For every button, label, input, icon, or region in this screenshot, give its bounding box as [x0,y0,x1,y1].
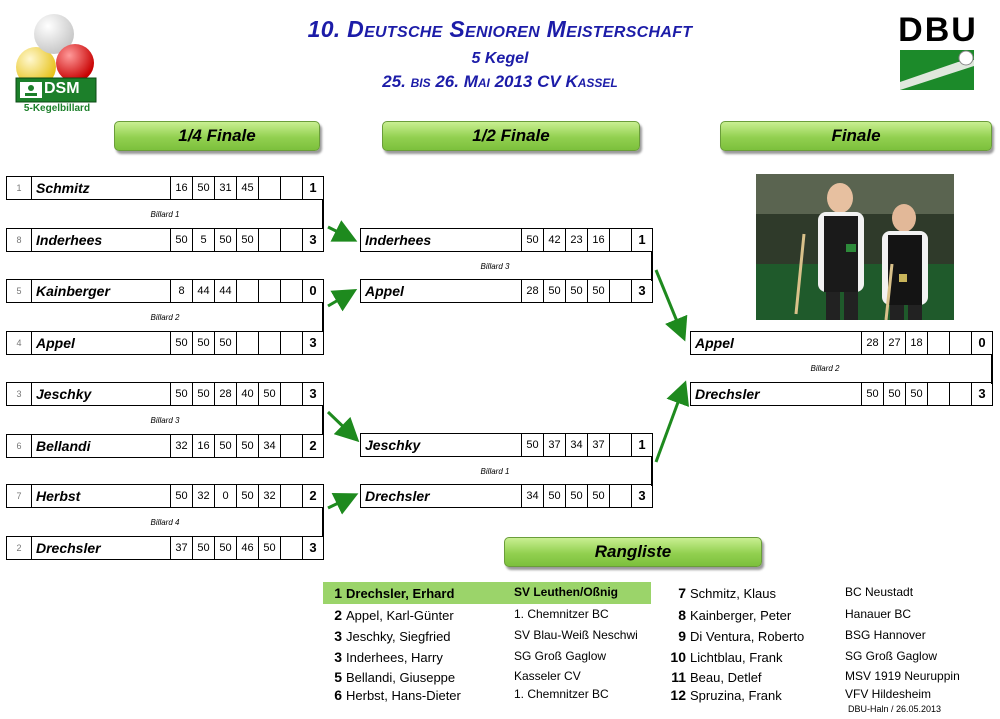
score: 50 [566,280,588,302]
score: 27 [884,332,906,354]
ranking-entry [322,628,451,644]
ranking-entry [322,649,443,665]
score: 50 [171,485,193,507]
rank-name: Inderhees, Harry [346,650,443,665]
score: 50 [862,383,884,405]
rank-club: SG Groß Gaglow [514,649,607,663]
score: 28 [862,332,884,354]
event-date: 25. bis 26. Mai 2013 CV Kassel [382,72,618,91]
score: 50 [171,383,193,405]
table-label: Billard 3 [480,262,510,271]
rank-club: VFV Hildesheim [845,687,932,701]
player-name: Drechsler [32,537,171,559]
seed: 4 [7,332,32,354]
ranking-entry [666,669,762,685]
table-label: Billard 3 [150,416,180,425]
arrow-icon [328,227,352,239]
ranking-entry [666,585,776,601]
total: 1 [638,232,646,247]
seed: 3 [7,383,32,405]
rank-club: SV Leuthen/Oßnig [514,585,618,599]
score: 18 [906,332,928,354]
score: 50 [566,485,588,507]
rank-pos: 6 [334,687,342,703]
score: 42 [544,229,566,251]
total: 0 [309,283,317,298]
rank-club: Kasseler CV [514,669,581,683]
rank-club: BC Neustadt [845,585,914,599]
ranking-entry [666,687,782,703]
score: 37 [544,434,566,456]
rank-club: BSG Hannover [845,628,926,642]
rangliste-header: Rangliste [504,537,762,567]
score: 32 [259,485,281,507]
score: 50 [588,485,610,507]
score: 50 [259,537,281,559]
score: 50 [259,383,281,405]
player-name: Appel [32,332,171,354]
rank-club: 1. Chemnitzer BC [514,687,609,701]
score: 50 [544,485,566,507]
table-label: Billard 2 [150,313,180,322]
ranking-entry [322,585,454,601]
total: 1 [309,180,317,195]
rank-pos: 2 [334,607,342,623]
total: 3 [978,386,986,401]
score: 28 [522,280,544,302]
ranking-entry [666,628,804,644]
arrow-icon [656,270,683,336]
player-name: Herbst [32,485,171,507]
round-header-final: Finale [720,121,992,151]
rank-pos: 9 [678,628,686,644]
rank-name: Herbst, Hans-Dieter [346,688,461,703]
rank-name: Jeschky, Siegfried [346,629,451,644]
score: 0 [215,485,237,507]
rank-pos: 12 [670,687,686,703]
player-name: Bellandi [32,435,171,457]
rank-name: Drechsler, Erhard [346,586,455,601]
rank-name: Schmitz, Klaus [690,586,776,601]
arrow-icon [328,496,353,508]
seed: 7 [7,485,32,507]
score: 34 [522,485,544,507]
rank-pos: 8 [678,607,686,623]
rank-pos: 5 [334,669,342,685]
score: 50 [215,537,237,559]
score: 50 [215,229,237,251]
rank-name: Di Ventura, Roberto [690,629,805,644]
rank-name: Appel, Karl-Günter [346,608,454,623]
rank-club: SG Groß Gaglow [845,649,938,663]
score: 50 [193,537,215,559]
score: 50 [193,383,215,405]
total: 3 [309,386,317,401]
score: 50 [544,280,566,302]
rank-pos: 3 [334,649,342,665]
score: 37 [171,537,193,559]
rank-club: 1. Chemnitzer BC [514,607,609,621]
rank-name: Bellandi, Giuseppe [346,670,456,685]
player-name: Inderhees [361,229,522,251]
player-name: Kainberger [32,280,171,302]
ranking-entry [322,607,454,623]
score: 50 [588,280,610,302]
player-name: Appel [361,280,522,302]
score: 50 [171,332,193,354]
score: 44 [215,280,237,302]
arrow-icon [656,386,684,462]
rank-name: Lichtblau, Frank [690,650,783,665]
seed: 2 [7,537,32,559]
round-header-semi: 1/2 Finale [382,121,640,151]
round-header-quarter: 1/4 Finale [114,121,320,151]
total: 2 [309,488,317,503]
total: 3 [638,488,646,503]
score: 16 [588,229,610,251]
footer-note: DBU-Haln / 26.05.2013 [848,704,942,714]
rank-club: MSV 1919 Neuruppin [845,669,960,683]
rank-club: SV Blau-Weiß Neschwi [514,628,638,642]
score: 50 [193,177,215,199]
score: 50 [215,435,237,457]
table-label: Billard 2 [810,364,840,373]
rank-pos: 3 [334,628,342,644]
score: 16 [193,435,215,457]
score: 44 [193,280,215,302]
ranking-entry [666,607,791,623]
seed: 8 [7,229,32,251]
player-name: Jeschky [32,383,171,405]
score: 40 [237,383,259,405]
seed: 5 [7,280,32,302]
ranking-entry [666,649,783,665]
total: 3 [638,283,646,298]
dsm-logo-text: DSM [44,80,80,97]
rank-club: Hanauer BC [845,607,912,621]
finalists-photo [756,174,954,320]
table-label: Billard 1 [150,210,180,219]
score: 50 [171,229,193,251]
score: 23 [566,229,588,251]
player-name: Schmitz [32,177,171,199]
rank-name: Beau, Detlef [690,670,762,685]
player-name: Drechsler [361,485,522,507]
total: 1 [638,437,646,452]
score: 28 [215,383,237,405]
score: 50 [193,332,215,354]
player-name: Appel [691,332,862,354]
rank-pos: 1 [334,585,342,601]
arrow-icon [328,412,355,438]
player-name: Jeschky [361,434,522,456]
table-label: Billard 4 [150,518,180,527]
rank-name: Spruzina, Frank [690,688,782,703]
total: 3 [309,232,317,247]
total: 2 [309,438,317,453]
score: 37 [588,434,610,456]
score: 34 [259,435,281,457]
ranking-entry [322,669,455,685]
score: 50 [237,485,259,507]
ranking-entry [322,687,461,703]
page-title: 10. Deutsche Senioren Meisterschaft [307,16,693,42]
score: 34 [566,434,588,456]
total: 3 [309,335,317,350]
score: 50 [237,229,259,251]
score: 50 [884,383,906,405]
rank-name: Kainberger, Peter [690,608,792,623]
score: 31 [215,177,237,199]
score: 50 [237,435,259,457]
total: 3 [309,540,317,555]
score: 5 [193,229,215,251]
score: 8 [171,280,193,302]
rank-pos: 7 [678,585,686,601]
score: 32 [193,485,215,507]
score: 45 [237,177,259,199]
score: 50 [215,332,237,354]
page-subtitle: 5 Kegel [471,50,529,67]
arrow-icon [328,292,352,306]
table-label: Billard 1 [480,467,510,476]
total: 0 [978,335,986,350]
player-name: Drechsler [691,383,862,405]
seed: 1 [7,177,32,199]
player-name: Inderhees [32,229,171,251]
seed: 6 [7,435,32,457]
dsm-logo-caption: 5-Kegelbillard [23,103,91,114]
score: 32 [171,435,193,457]
dbu-logo-text: DBU [898,11,978,49]
rank-pos: 11 [671,669,686,685]
score: 16 [171,177,193,199]
score: 46 [237,537,259,559]
score: 50 [522,434,544,456]
rank-pos: 10 [670,649,686,665]
score: 50 [906,383,928,405]
score: 50 [522,229,544,251]
